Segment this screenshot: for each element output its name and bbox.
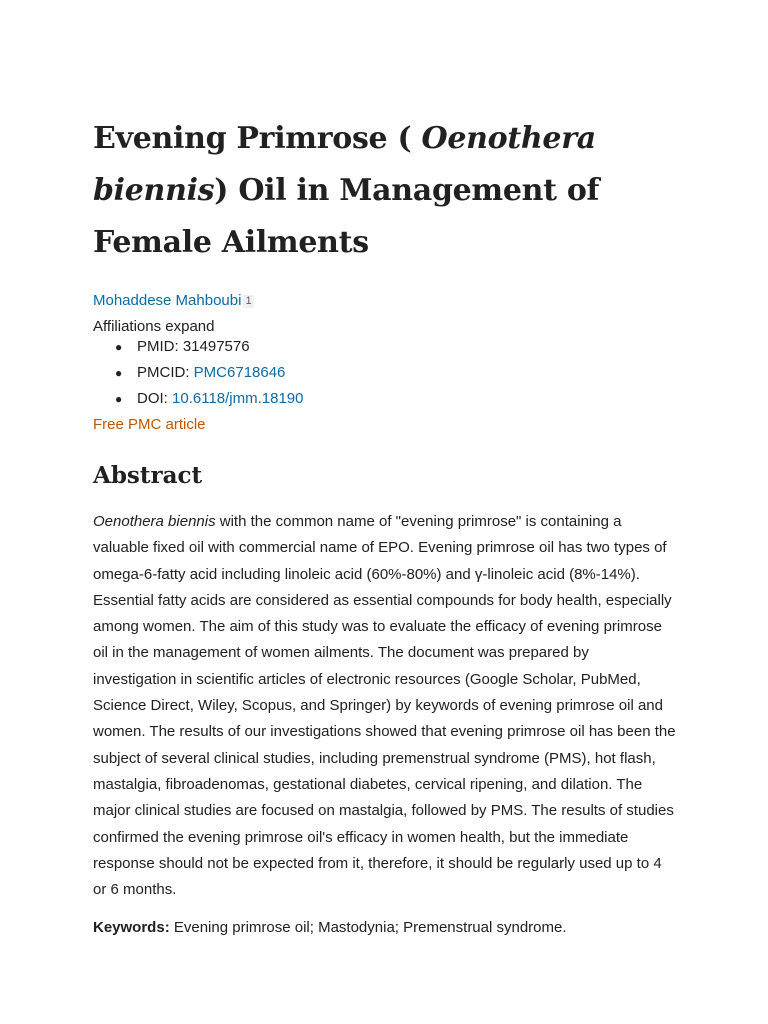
affiliation-ref-button[interactable]: 1 xyxy=(245,294,252,307)
pmid-value: 31497576 xyxy=(182,338,250,355)
affiliations-toggle[interactable]: Affiliations expand xyxy=(93,318,215,335)
pmid-label: PMID: xyxy=(137,338,183,355)
title-species-italic: Oenothera biennis xyxy=(93,121,596,208)
keywords xyxy=(93,918,676,938)
abstract-body: with the common name of "evening primrose" is containing a valuable fixed oil with commercial name of EPO. Evening primrose oil has two types of omega-6-fatty acid including linoleic acid (60%-80%) and γ-linoleic acid (8%-14%). Essential fatty acids are considered as essential compounds for body health, especially among women. The aim of this study was to evaluate the efficacy of evening primrose oil in the management of women ailments. The document was prepared by investigation in scientific articles of electronic resources (Google Scholar, PubMed, Science Direct, Wiley, Scopus, and Springer) by keywords of evening primrose oil and women. The results of our investigations showed that evening primrose oil has been the subject of several clinical studies, including premenstrual syndrome (PMS), hot flash, mastalgia, fibroadenomas, gestational diabetes, cervical ripening, and dilation. The major clinical studies are focused on mastalgia, followed by PMS. The results of studies confirmed the evening primrose oil's efficacy in women health, but the immediate response should not be expected from it, therefore, it should be regularly used up to 4 or 6 months. xyxy=(93,513,676,899)
abstract-species-italic: Oenothera biennis xyxy=(93,513,216,530)
free-pmc-article-link[interactable]: Free PMC article xyxy=(93,416,206,433)
article-title xyxy=(93,113,676,269)
bullet-icon: ● xyxy=(115,340,123,354)
pmcid-link[interactable]: PMC6718646 xyxy=(193,364,286,381)
doi-link[interactable]: 10.6118/jmm.18190 xyxy=(172,390,304,407)
abstract-text xyxy=(93,509,676,903)
author-link[interactable]: Mohaddese Mahboubi xyxy=(93,292,242,309)
identifier-doi xyxy=(115,389,676,409)
bullet-icon: ● xyxy=(115,366,123,380)
pmcid-label: PMCID: xyxy=(137,364,194,381)
identifier-list xyxy=(93,337,676,409)
keywords-label: Keywords: xyxy=(93,919,170,937)
doi-label: DOI: xyxy=(137,390,173,407)
title-part-2: ) Oil in Management of Female Ailments xyxy=(93,173,600,260)
keywords-value: Evening primrose oil; Mastodynia; Premenstrual syndrome. xyxy=(169,919,567,937)
title-part-1: Evening Primrose ( xyxy=(93,121,422,156)
identifier-pmid xyxy=(115,337,676,357)
identifier-pmcid xyxy=(115,363,676,383)
abstract-heading: Abstract xyxy=(93,462,203,489)
author-list xyxy=(93,291,676,311)
bullet-icon: ● xyxy=(115,392,123,406)
